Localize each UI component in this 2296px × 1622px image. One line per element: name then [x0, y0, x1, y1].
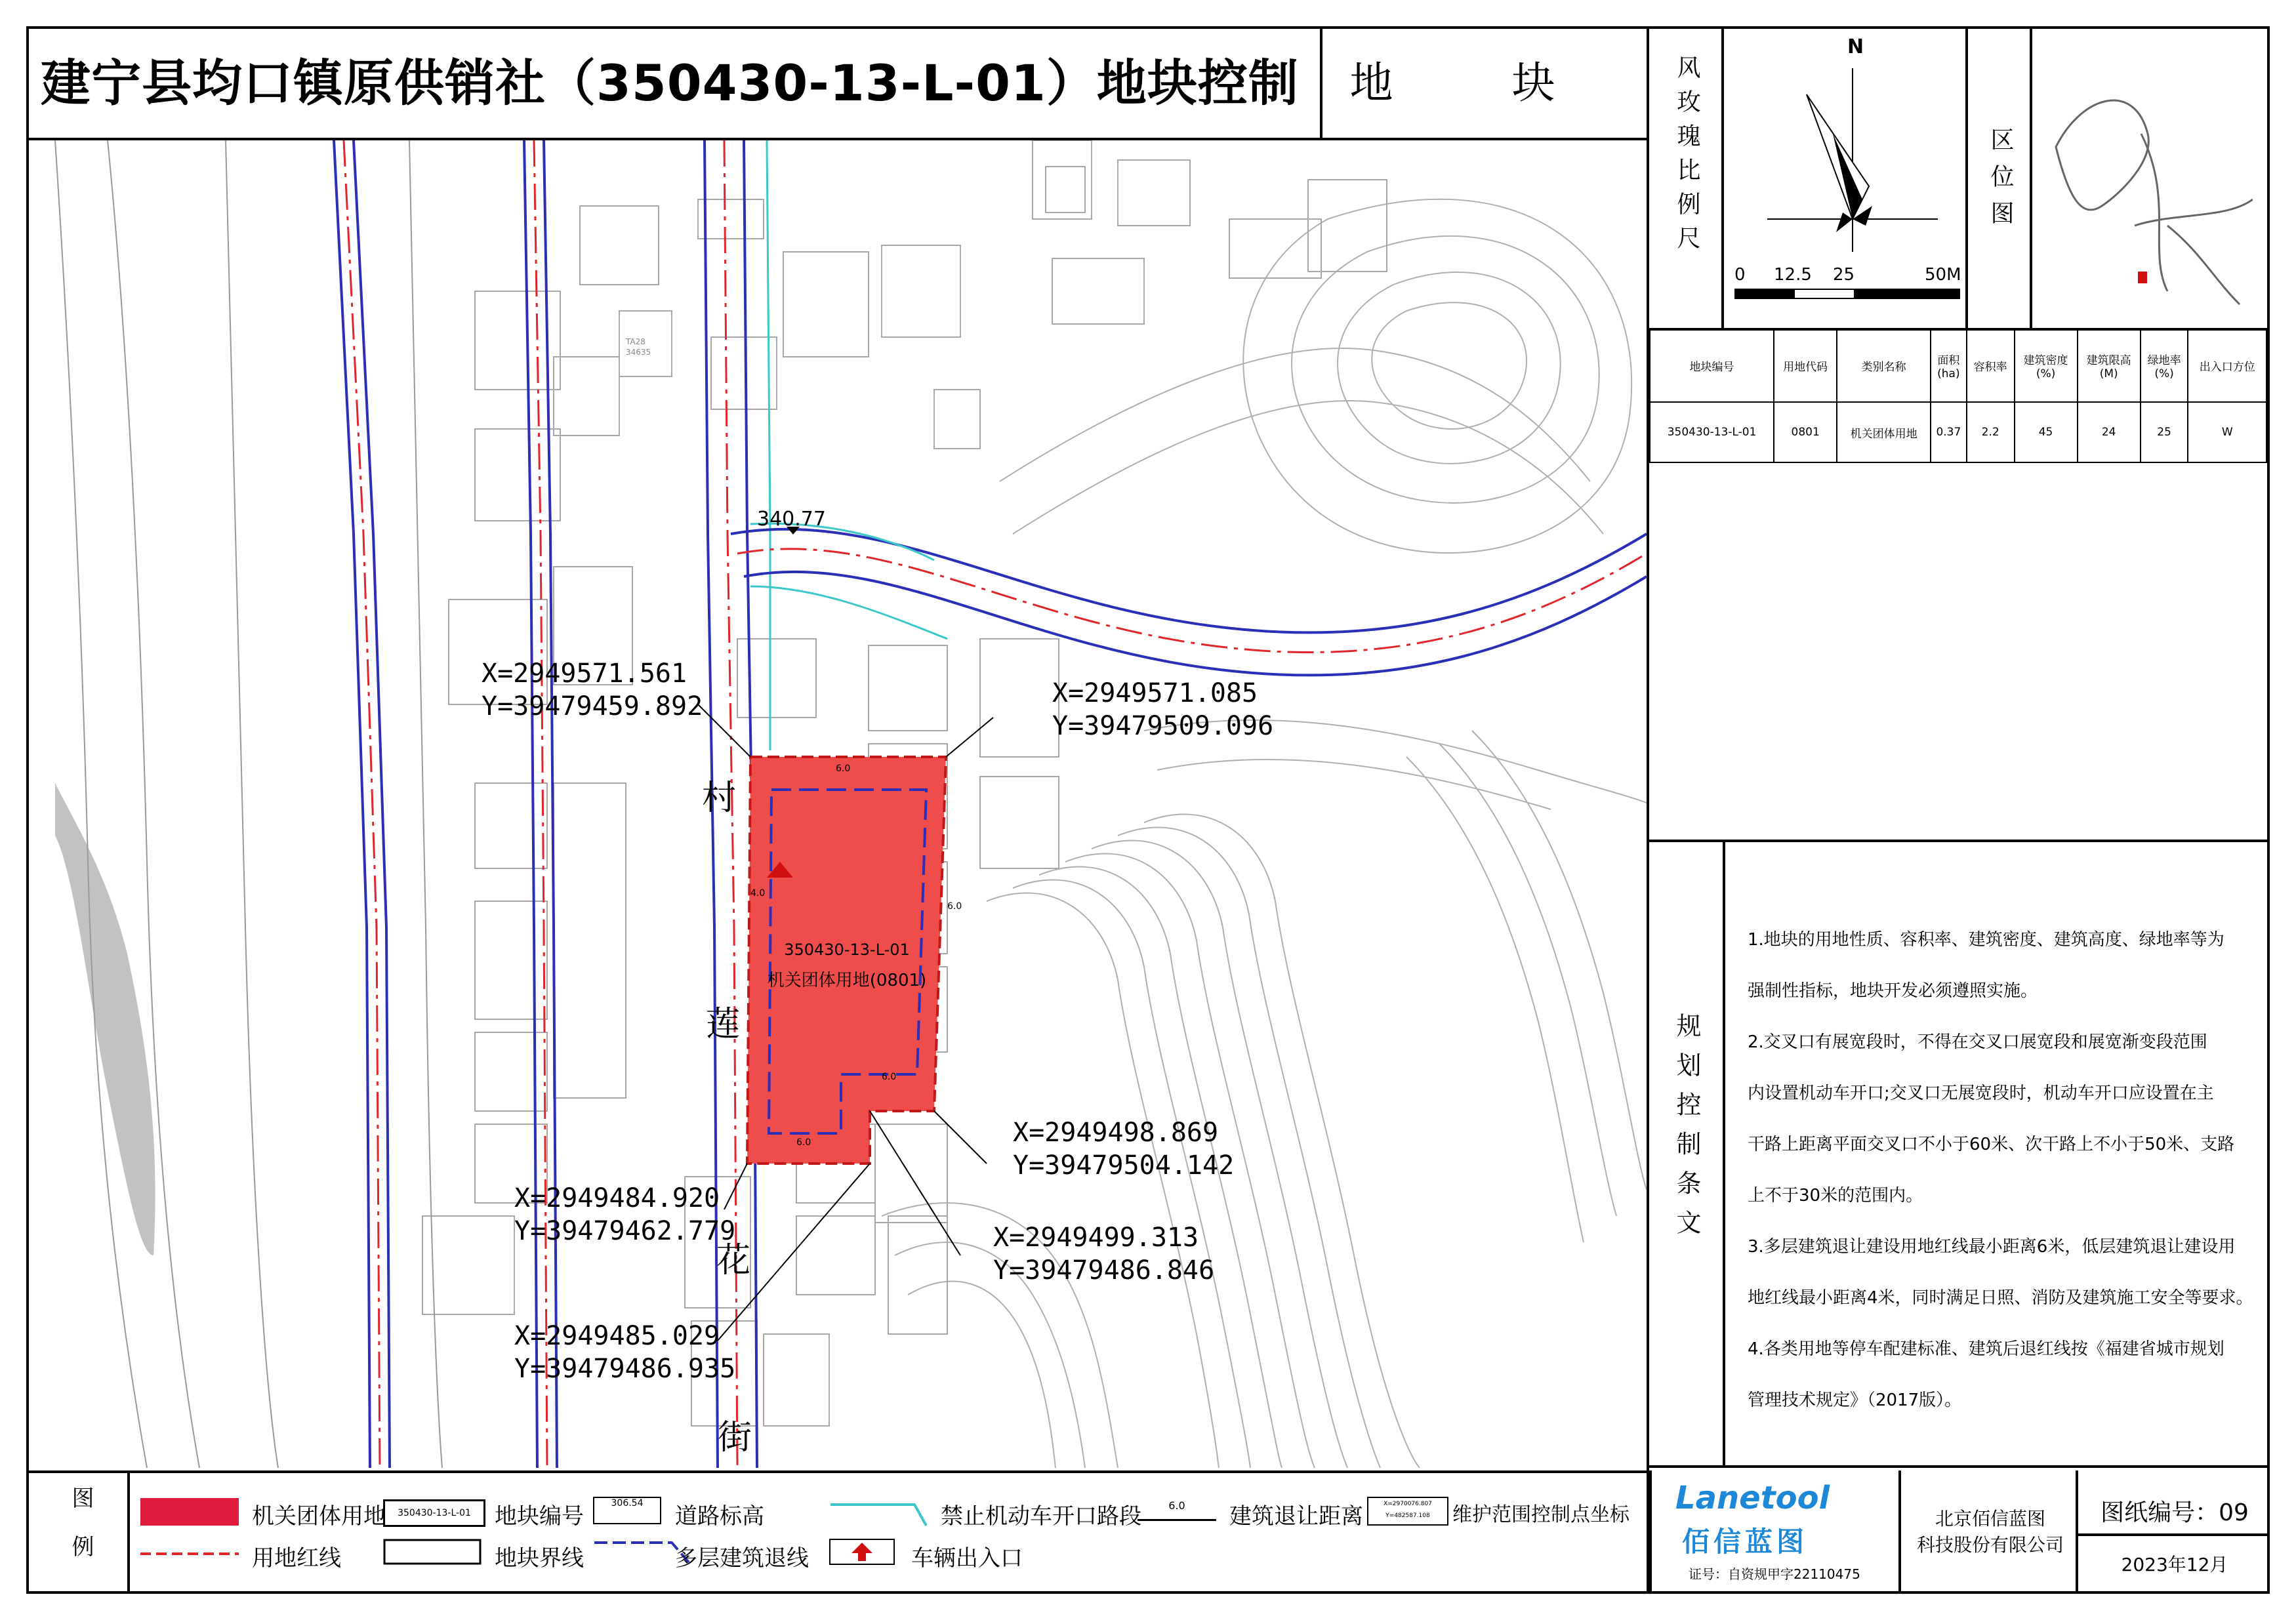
drawing-date: 2023年12月 [2121, 1554, 2228, 1575]
header-cell: 建筑限高 (M) [2078, 329, 2141, 402]
header-cell: 绿地率 (%) [2141, 329, 2188, 402]
coord-y: Y=39479486.935 [514, 1354, 736, 1384]
location-map-label: 区位图 [1987, 127, 2014, 237]
coord-y: Y=39479504.142 [1013, 1150, 1235, 1181]
header-cell: 地块编号 [1650, 329, 1774, 402]
legend-item-label: 车辆出入口 [911, 1545, 1023, 1571]
coord-x: X=2949485.029 [514, 1321, 720, 1351]
table-cell: 25 [2141, 402, 2188, 462]
clause-line: 内设置机动车开口;交叉口无展宽段时，机动车开口应设置在主 [1748, 1084, 2214, 1103]
attribute-table [1649, 328, 2267, 463]
red-dash-icon [140, 1551, 239, 1557]
coord-x: X=2949484.920 [514, 1183, 720, 1213]
legend-item-label: 维护范围控制点坐标 [1452, 1503, 1630, 1526]
company-name: 北京佰信蓝图 [1935, 1508, 2045, 1530]
coord-y: Y=39479462.779 [514, 1216, 736, 1246]
cyan-line-icon [829, 1501, 928, 1527]
table-cell: 机关团体用地 [1837, 402, 1931, 462]
clauses-label: 规划控制条文 [1672, 1013, 1701, 1249]
company-logo: Lanetool [1675, 1480, 1830, 1516]
wind-rose-icon [1767, 55, 1938, 265]
vegetation-patch [55, 783, 155, 1255]
company-logo-cn: 佰信蓝图 [1682, 1526, 1809, 1558]
clause-line: 地红线最小距离4米，同时满足日照、消防及建筑施工安全等要求。 [1748, 1288, 2253, 1308]
clause-line: 强制性指标，地块开发必须遵照实施。 [1748, 981, 2038, 1001]
table-cell: 350430-13-L-01 [1650, 402, 1774, 462]
table-cell: 2.2 [1967, 402, 2015, 462]
coord-box-icon: X=2970076.807 Y=482587.108 [1367, 1497, 1448, 1526]
setback-distance: 6.0 [836, 763, 851, 774]
setback-dim-icon: 6.0 [1138, 1499, 1216, 1521]
company-block [1649, 1470, 2267, 1591]
coord-x: X=2949499.313 [993, 1223, 1199, 1253]
scale-bar: 0 12.5 25 50M [1734, 265, 1958, 291]
coord-y: Y=39479486.846 [993, 1255, 1215, 1286]
legend-item-label: 地块界线 [495, 1545, 584, 1571]
header-cell: 出入口方位 [2188, 329, 2266, 402]
legend-item-label: 多层建筑退线 [675, 1545, 809, 1571]
parcel-area [747, 757, 946, 1164]
header-cell: 面积 (ha) [1931, 329, 1967, 402]
legend-item-label: 机关团体用地 [252, 1503, 386, 1530]
header-cell: 建筑密度 (%) [2015, 329, 2078, 402]
clause-line: 管理技术规定》（2017版）。 [1748, 1390, 1962, 1410]
road-elevation: 340.77 [757, 508, 826, 531]
company-name: 科技股份有限公司 [1916, 1534, 2064, 1556]
plan-title: 建宁县均口镇原供销社（350430-13-L-01）地块控制 [29, 29, 1322, 140]
road-name-char: 莲 [706, 1005, 741, 1044]
clauses-text [1748, 914, 2259, 1426]
contour-label: 34635 [626, 348, 651, 357]
table-cell: 0.37 [1931, 402, 1967, 462]
legend-item-label: 禁止机动车开口路段 [941, 1503, 1141, 1530]
setback-distance: 6.0 [796, 1137, 811, 1148]
clause-line: 2.交叉口有展宽段时，不得在交叉口展宽段和展宽渐变段范围 [1748, 1032, 2207, 1052]
coord-x: X=2949571.561 [482, 659, 687, 689]
sheet-title: 地 块 [1311, 29, 1649, 140]
clause-line: 3.多层建筑退让建设用地红线最小距离6米，低层建筑退让建设用 [1748, 1237, 2236, 1257]
parcel-code-box-icon: 350430-13-L-01 [383, 1499, 485, 1527]
table-cell: 0801 [1774, 402, 1837, 462]
license-no: 证号：自资规甲字22110475 [1689, 1566, 1860, 1582]
contour-label: TA28 [626, 337, 646, 346]
red-fill-icon [140, 1498, 239, 1526]
setback-distance: 6.0 [882, 1072, 897, 1082]
legend-item-label: 地块编号 [495, 1503, 584, 1530]
parcel-code: 350430-13-L-01 [784, 941, 910, 959]
road-name-char: 花 [716, 1241, 751, 1280]
river-banks [55, 140, 442, 1468]
header-cell: 类别名称 [1837, 329, 1931, 402]
legend-item-label: 建筑退让距离 [1229, 1503, 1363, 1530]
legend [29, 1470, 1647, 1591]
table-cell: W [2188, 402, 2266, 462]
table-row [1650, 402, 2266, 462]
clause-line: 上不于30米的范围内。 [1748, 1186, 1923, 1206]
location-map [2043, 55, 2253, 317]
clause-line: 4.各类用地等停车配建标准、建筑后退红线按《福建省城市规划 [1748, 1339, 2224, 1359]
coord-x: X=2949571.085 [1052, 678, 1258, 708]
table-cell: 24 [2078, 402, 2141, 462]
drawing-number: 图纸编号：09 [2101, 1499, 2249, 1526]
north-scale-panel [1649, 29, 2267, 331]
map-drawing [29, 140, 1647, 1468]
parcel-use: 机关团体用地(0801) [767, 971, 927, 990]
road-elevation-icon: 306.54 [593, 1497, 661, 1524]
clauses-panel [1649, 840, 2267, 1468]
table-cell: 45 [2015, 402, 2078, 462]
setback-distance: 4.0 [750, 888, 766, 899]
map-area [29, 140, 1647, 1468]
legend-item-label: 用地红线 [252, 1545, 341, 1571]
north-arrow-label: N [1847, 35, 1864, 58]
road-name-char: 村 [702, 779, 737, 818]
legend-label: 图例 [68, 1486, 94, 1583]
coord-x: X=2949498.869 [1013, 1118, 1219, 1148]
wind-rose-label: 风玫瑰比例尺 [1673, 55, 1700, 260]
red-arrow-icon [829, 1539, 895, 1565]
coord-y: Y=39479509.096 [1052, 711, 1274, 741]
clause-line: 1.地块的用地性质、容积率、建筑密度、建筑高度、绿地率等为 [1748, 930, 2224, 950]
coord-y: Y=39479459.892 [482, 691, 703, 721]
road-name-char: 街 [718, 1418, 752, 1457]
black-boundary-icon [383, 1539, 482, 1565]
clause-line: 干路上距离平面交叉口不小于60米、次干路上不小于50米、支路 [1748, 1135, 2235, 1154]
highway-lines [334, 140, 557, 1468]
header-cell: 用地代码 [1774, 329, 1837, 402]
header-cell: 容积率 [1967, 329, 2015, 402]
setback-distance: 6.0 [947, 901, 962, 912]
legend-item-label: 道路标高 [675, 1503, 764, 1530]
